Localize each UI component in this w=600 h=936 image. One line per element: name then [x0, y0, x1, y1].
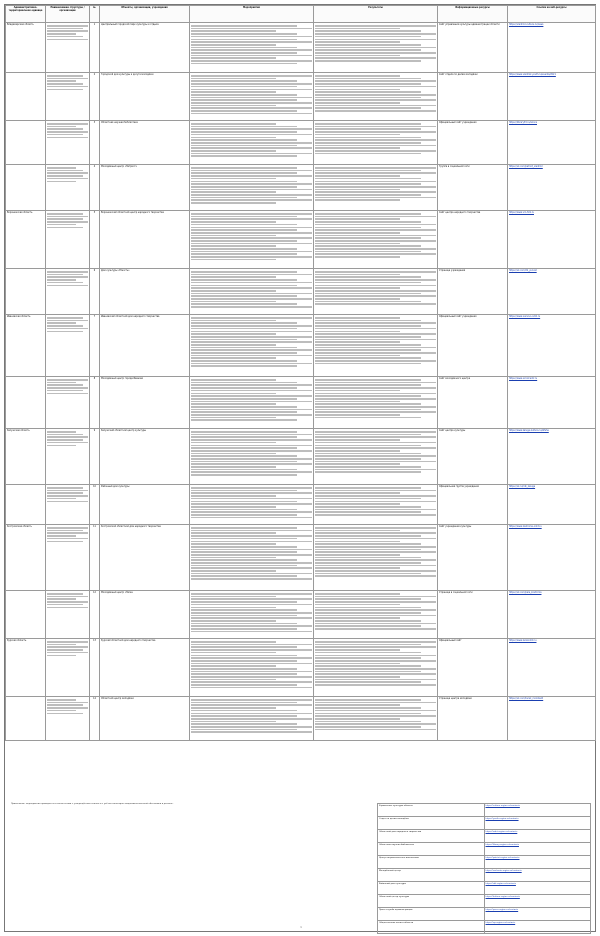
table-row — [6, 639, 596, 697]
row-number: 3 — [90, 121, 100, 165]
link-cell[interactable]: https://vk.com/pale_kostroma — [508, 591, 596, 639]
table-row — [6, 377, 596, 429]
contact-link[interactable]: https://molcentr.region.ru/contacts — [484, 869, 591, 882]
region-cell — [6, 165, 46, 211]
contact-link[interactable]: https://kultura.region.ru/contacts — [484, 895, 591, 908]
row-number: 11 — [90, 525, 100, 591]
org-cell: Молодёжный центр «Пале» — [100, 591, 190, 639]
table-row — [6, 429, 596, 485]
row-number: 14 — [90, 697, 100, 741]
link-cell[interactable]: https://www.ivanovo-odnt.ru — [508, 315, 596, 377]
structure-cell — [46, 121, 90, 165]
info-cell: Сайт центра культуры — [438, 429, 508, 485]
link-cell[interactable]: https://www.vladimir-youth.ru/events/2021 — [508, 73, 596, 121]
table-row — [6, 23, 596, 73]
structure-cell — [46, 377, 90, 429]
region-cell: Воронежская область — [6, 211, 46, 269]
table-row — [6, 211, 596, 269]
actions-cell — [190, 591, 314, 639]
results-cell — [314, 121, 438, 165]
row-number: 12 — [90, 591, 100, 639]
row-number: 6 — [90, 269, 100, 315]
info-cell: Страница центра молодёжи — [438, 697, 508, 741]
actions-cell — [190, 639, 314, 697]
info-cell: Сайт отдела по делам молодёжи — [438, 73, 508, 121]
region-cell: Владимирская область — [6, 23, 46, 73]
region-cell — [6, 485, 46, 525]
contact-label: Областной дом народного творчества — [378, 830, 485, 843]
results-cell — [314, 377, 438, 429]
results-cell — [314, 429, 438, 485]
link-cell[interactable]: https://www.vrn-folk.ru — [508, 211, 596, 269]
contact-label: Молодёжный центр — [378, 869, 485, 882]
row-number: 4 — [90, 165, 100, 211]
structure-cell — [46, 73, 90, 121]
org-cell: Ивановский областной дом народного творчества — [100, 315, 190, 377]
actions-cell — [190, 269, 314, 315]
org-cell: Калужский областной центр культуры — [100, 429, 190, 485]
header-org: Объекты, организации, учреждения — [100, 6, 190, 23]
structure-cell — [46, 23, 90, 73]
contact-row — [378, 882, 591, 895]
structure-cell — [46, 269, 90, 315]
header-results: Результаты — [314, 6, 438, 23]
table-row — [6, 165, 596, 211]
table-row — [6, 485, 596, 525]
main-table — [5, 5, 596, 741]
actions-cell — [190, 377, 314, 429]
actions-cell — [190, 697, 314, 741]
contact-link[interactable]: https://patriot.region.ru/contacts — [484, 856, 591, 869]
link-cell[interactable]: https://vladimir-culture.ru/news — [508, 23, 596, 73]
table-row — [6, 697, 596, 741]
org-cell: Областная научная библиотека — [100, 121, 190, 165]
contact-link[interactable]: https://rdk.region.ru/contacts — [484, 882, 591, 895]
info-cell: Сайт управления культуры администрации области — [438, 23, 508, 73]
info-cell: Сайт учреждения культуры — [438, 525, 508, 591]
results-cell — [314, 639, 438, 697]
contacts-table — [377, 803, 591, 934]
header-links: Ссылки на веб-ресурсы — [508, 6, 596, 23]
link-cell[interactable]: https://library33.ru/anons — [508, 121, 596, 165]
row-number: 13 — [90, 639, 100, 697]
contact-link[interactable]: https://op.region.ru/contacts — [484, 921, 591, 934]
org-cell: Курский областной дом народного творчества — [100, 639, 190, 697]
results-cell — [314, 211, 438, 269]
structure-cell — [46, 697, 90, 741]
contact-link[interactable]: https://youth.region.ru/contacts — [484, 817, 591, 830]
table-row — [6, 269, 596, 315]
table-row — [6, 591, 596, 639]
link-cell[interactable]: https://ok.ru/rdk_kaluga — [508, 485, 596, 525]
row-number: 5 — [90, 211, 100, 269]
results-cell — [314, 73, 438, 121]
org-cell: Молодёжный центр города Иваново — [100, 377, 190, 429]
table-row — [6, 315, 596, 377]
table-row — [6, 525, 596, 591]
contact-label: Управление культуры области — [378, 804, 485, 817]
link-cell[interactable]: https://www.kaluga-kultura.ru/afisha — [508, 429, 596, 485]
row-number: 8 — [90, 377, 100, 429]
contact-row — [378, 856, 591, 869]
contact-link[interactable]: https://odnt.region.ru/contacts — [484, 830, 591, 843]
actions-cell — [190, 165, 314, 211]
contact-link[interactable]: https://library.region.ru/contacts — [484, 843, 591, 856]
org-cell: Дом культуры «Юность» — [100, 269, 190, 315]
region-cell — [6, 121, 46, 165]
info-cell: Официальный сайт учреждения — [438, 121, 508, 165]
footnote: Примечание: мероприятия проводятся в соответствии с утверждённым планом и с учётом санитарно-эпидемиологической обстановки в регионе. — [11, 803, 174, 805]
link-cell[interactable]: https://www.ivmolcentr.ru — [508, 377, 596, 429]
contact-row — [378, 908, 591, 921]
contact-label: Общественная палата области — [378, 921, 485, 934]
contact-label: Центр патриотического воспитания — [378, 856, 485, 869]
info-cell: Официальный сайт — [438, 639, 508, 697]
actions-cell — [190, 211, 314, 269]
contact-link[interactable]: https://culture.region.ru/contacts — [484, 804, 591, 817]
row-number: 7 — [90, 315, 100, 377]
contact-label: Областная научная библиотека — [378, 843, 485, 856]
results-cell — [314, 591, 438, 639]
header-num: № — [90, 6, 100, 23]
actions-cell — [190, 525, 314, 591]
table-row — [6, 121, 596, 165]
contact-label: Областной центр культуры — [378, 895, 485, 908]
info-cell: Официальная группа учреждения — [438, 485, 508, 525]
results-cell — [314, 697, 438, 741]
contact-row — [378, 869, 591, 882]
structure-cell — [46, 165, 90, 211]
results-cell — [314, 165, 438, 211]
contact-row — [378, 843, 591, 856]
actions-cell — [190, 73, 314, 121]
results-cell — [314, 23, 438, 73]
structure-cell — [46, 525, 90, 591]
contact-row — [378, 804, 591, 817]
contact-link[interactable]: https://press.region.ru/contacts — [484, 908, 591, 921]
header-structure: Наименование структуры / организации — [46, 6, 90, 23]
info-cell: Группа в социальной сети — [438, 165, 508, 211]
org-cell: Молодёжный центр «Патриот» — [100, 165, 190, 211]
link-cell[interactable]: https://vk.com/kursk_molodezh — [508, 697, 596, 741]
actions-cell — [190, 121, 314, 165]
page-number: 1 — [300, 926, 302, 929]
contact-row — [378, 817, 591, 830]
region-cell — [6, 269, 46, 315]
actions-cell — [190, 315, 314, 377]
info-cell: Страница в социальной сети — [438, 591, 508, 639]
org-cell: Воронежский областной центр народного творчества — [100, 211, 190, 269]
table-header-row — [6, 6, 596, 23]
row-number: 1 — [90, 23, 100, 73]
region-cell: Курская область — [6, 639, 46, 697]
results-cell — [314, 269, 438, 315]
info-cell: Официальный сайт учреждения — [438, 315, 508, 377]
region-cell: Ивановская область — [6, 315, 46, 377]
link-cell[interactable]: https://www.kurskodnt.ru — [508, 639, 596, 697]
structure-cell — [46, 639, 90, 697]
info-cell: Страница учреждения — [438, 269, 508, 315]
actions-cell — [190, 23, 314, 73]
actions-cell — [190, 429, 314, 485]
results-cell — [314, 315, 438, 377]
row-number: 2 — [90, 73, 100, 121]
region-cell — [6, 697, 46, 741]
region-cell: Калужская область — [6, 429, 46, 485]
link-cell[interactable]: https://www.kostroma-odnt.ru — [508, 525, 596, 591]
structure-cell — [46, 591, 90, 639]
row-number: 9 — [90, 429, 100, 485]
table-row — [6, 73, 596, 121]
actions-cell — [190, 485, 314, 525]
link-cell[interactable]: https://vk.com/patriot_vladimir — [508, 165, 596, 211]
org-cell: Костромской областной дом народного творчества — [100, 525, 190, 591]
results-cell — [314, 485, 438, 525]
structure-cell — [46, 485, 90, 525]
results-cell — [314, 525, 438, 591]
info-cell: Сайт центра народного творчества — [438, 211, 508, 269]
header-region: Административно-территориальная единица — [6, 6, 46, 23]
contact-label: Отдел по делам молодёжи — [378, 817, 485, 830]
info-cell: Сайт молодёжного центра — [438, 377, 508, 429]
structure-cell — [46, 429, 90, 485]
structure-cell — [46, 315, 90, 377]
region-cell: Костромская область — [6, 525, 46, 591]
header-actions: Мероприятия — [190, 6, 314, 23]
contact-row — [378, 895, 591, 908]
link-cell[interactable]: https://vk.com/dk_yunost — [508, 269, 596, 315]
org-cell: Областной центр молодёжи — [100, 697, 190, 741]
org-cell: Районный дом культуры — [100, 485, 190, 525]
contact-label: Пресс-служба администрации — [378, 908, 485, 921]
row-number: 10 — [90, 485, 100, 525]
contact-label: Районный дом культуры — [378, 882, 485, 895]
region-cell — [6, 377, 46, 429]
region-cell — [6, 591, 46, 639]
org-cell: Городской дом культуры и досуга молодёжи — [100, 73, 190, 121]
header-info: Информационные ресурсы — [438, 6, 508, 23]
structure-cell — [46, 211, 90, 269]
org-cell: Центральный городской парк культуры и отдыха — [100, 23, 190, 73]
document-page — [4, 4, 596, 932]
region-cell — [6, 73, 46, 121]
contact-row — [378, 830, 591, 843]
